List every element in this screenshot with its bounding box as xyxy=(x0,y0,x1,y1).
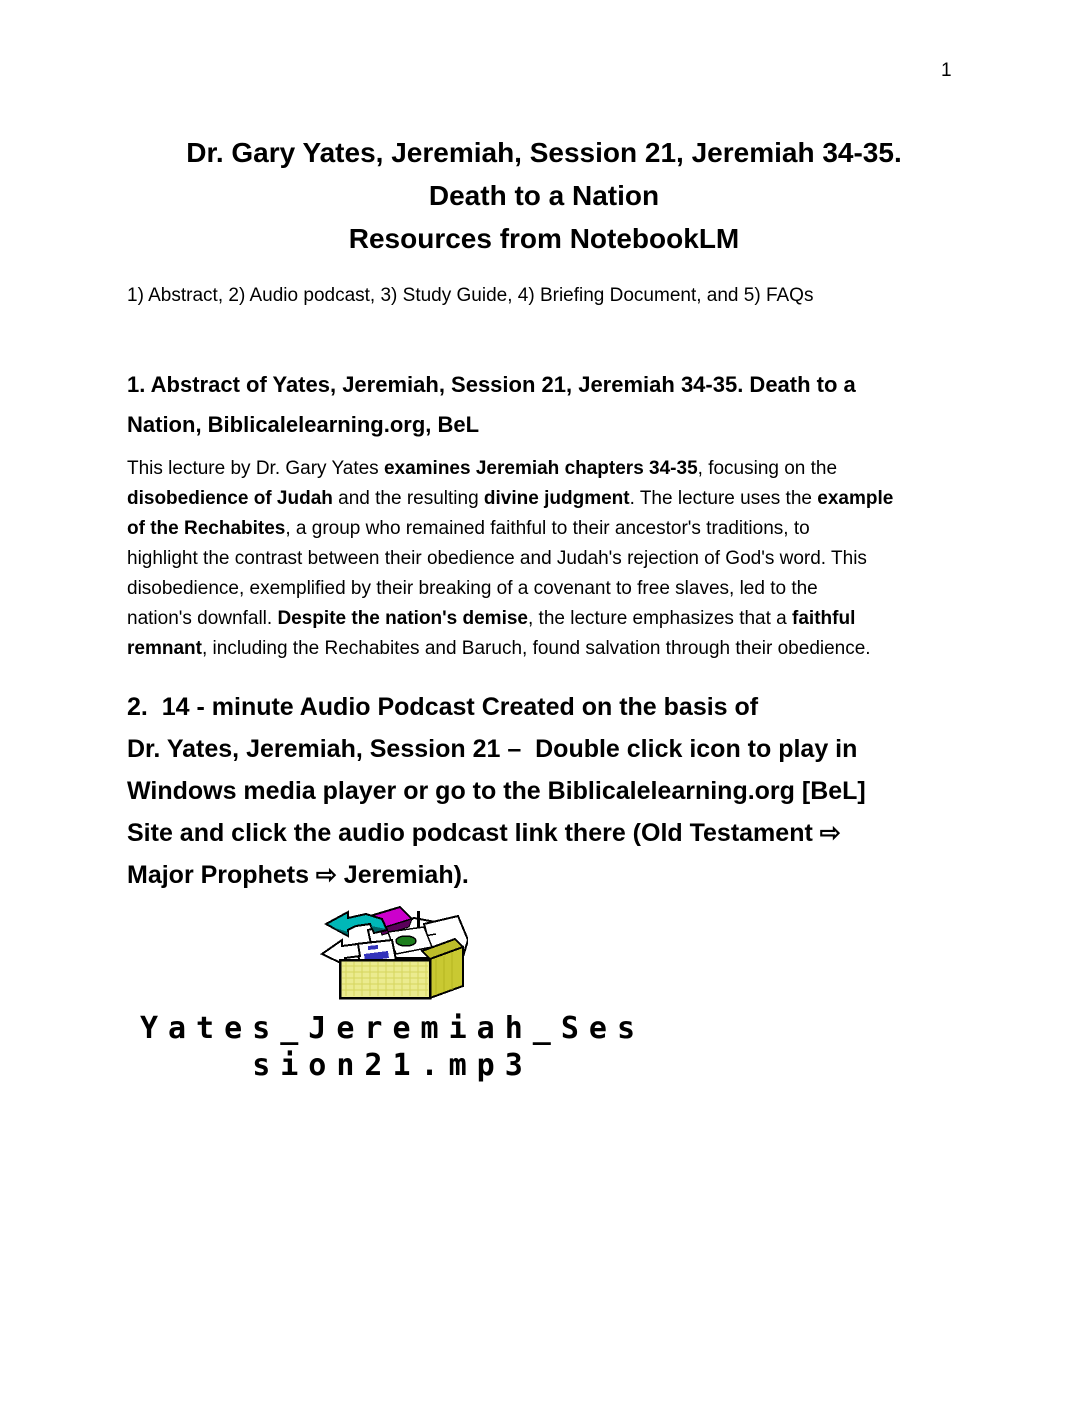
text-line: disobedience of Judah and the resulting divine judgment. The lecture uses the example xyxy=(127,488,894,509)
resources-list-line: 1) Abstract, 2) Audio podcast, 3) Study Guide, 4) Briefing Document, and 5) FAQs xyxy=(127,285,814,306)
media-clip-icon[interactable] xyxy=(318,902,468,1000)
section2-heading xyxy=(127,686,1027,896)
audio-file-object[interactable] xyxy=(130,902,655,1084)
text-line: This lecture by Dr. Gary Yates examines Jeremiah chapters 34-35, focusing on the xyxy=(127,458,838,479)
text-line: of the Rechabites, a group who remained faithful to their ancestor's traditions, to xyxy=(127,518,810,539)
text-line: highlight the contrast between their obedience and Judah's rejection of God's word. This xyxy=(127,548,867,569)
document-title xyxy=(0,131,1088,260)
text-line: nation's downfall. Despite the nation's demise, the lecture emphasizes that a faithful xyxy=(127,608,856,629)
audio-filename xyxy=(130,1010,655,1084)
text-line: 1. Abstract of Yates, Jeremiah, Session 21, Jeremiah 34-35. Death to a xyxy=(127,372,856,397)
text-line: Death to a Nation xyxy=(428,180,660,211)
text-line: Major Prophets ⇨ Jeremiah). xyxy=(127,861,469,889)
text-line: Yates_Jeremiah_Ses xyxy=(139,1011,646,1046)
text-line: Windows media player or go to the Biblicalelearning.org [BeL] xyxy=(127,777,866,805)
text-line: Resources from NotebookLM xyxy=(348,223,740,254)
abstract-paragraph xyxy=(127,454,997,664)
text-line: remnant, including the Rechabites and Baruch, found salvation through their obedience. xyxy=(127,638,871,659)
text-line: Site and click the audio podcast link there (Old Testament ⇨ xyxy=(127,819,841,847)
section1-heading xyxy=(127,365,997,445)
text-line: Nation, Biblicalelearning.org, BeL xyxy=(127,412,480,437)
text-line: disobedience, exemplified by their breaking of a covenant to free slaves, led to the xyxy=(127,578,818,599)
text-line: Dr. Gary Yates, Jeremiah, Session 21, Jeremiah 34-35. xyxy=(186,137,902,168)
text-line: sion21.mp3 xyxy=(252,1048,533,1083)
text-line: Dr. Yates, Jeremiah, Session 21 – Double click icon to play in xyxy=(127,735,858,763)
page-number: 1 xyxy=(941,60,952,81)
text-line: 2. 14 - minute Audio Podcast Created on the basis of xyxy=(127,693,759,721)
